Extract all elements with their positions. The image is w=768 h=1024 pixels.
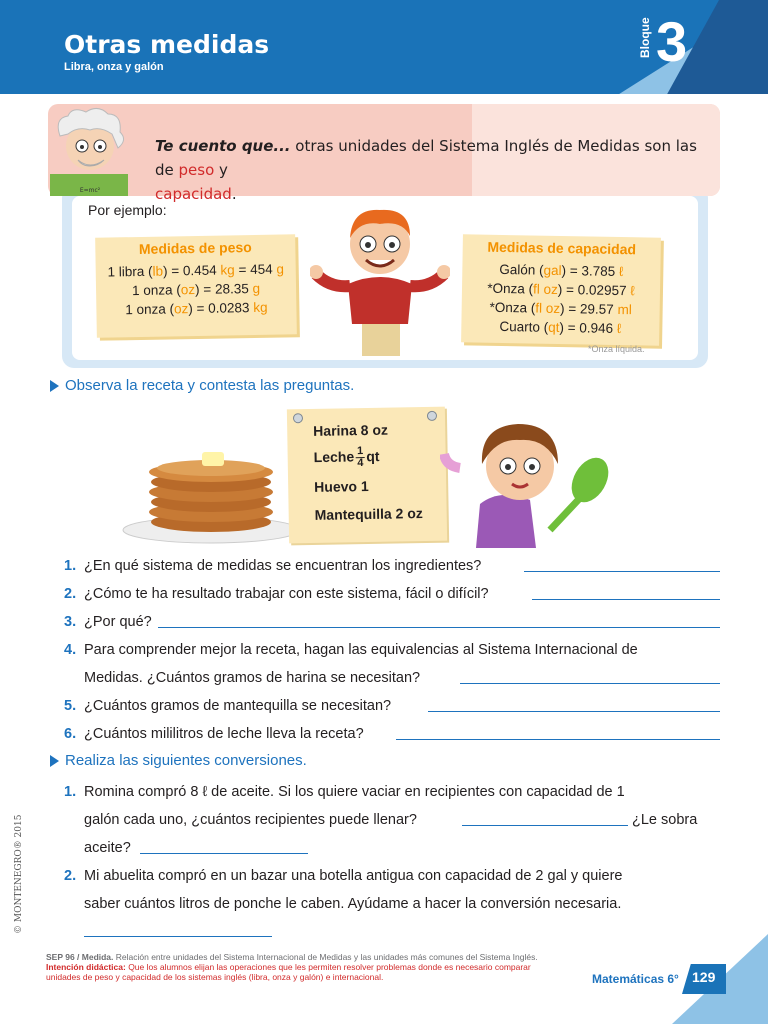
measure-text: ) = 0.02957 xyxy=(557,281,631,299)
unit-label: kg xyxy=(253,299,268,316)
book-label: Matemáticas 6° xyxy=(592,972,679,986)
capacidad-card-title: Medidas de capacidad xyxy=(487,238,637,258)
unit-label: fl oz xyxy=(535,300,561,316)
unit-label: gal xyxy=(543,262,562,279)
pancakes-illustration xyxy=(122,440,300,544)
measure-text: ) = 29.57 xyxy=(559,300,618,317)
capacidad-card-lines xyxy=(461,259,660,338)
answer-line-conv-1b[interactable] xyxy=(140,853,308,854)
answer-line-5[interactable] xyxy=(428,711,720,712)
question-text: ¿Cómo te ha resultado trabajar con este sistema, fácil o difícil? xyxy=(84,586,489,602)
intro-period: . xyxy=(231,185,237,203)
measure-text: 1 onza ( xyxy=(125,301,175,318)
question-1 xyxy=(64,552,724,580)
recipe-card xyxy=(287,407,447,544)
question-5 xyxy=(64,692,724,720)
sep-description: Relación entre unidades del Sistema Internacional de Medidas y las unidades más comunes del Sistema Inglés. xyxy=(113,952,538,962)
question-number: 5. xyxy=(64,698,77,714)
measure-text: ) = 3.785 xyxy=(561,263,620,280)
unit-label: kg xyxy=(220,262,235,278)
conversion-text-end: aceite? xyxy=(84,840,131,856)
professor-illustration xyxy=(50,104,128,196)
intro-lead: Te cuento que... xyxy=(155,137,291,155)
answer-line-1[interactable] xyxy=(524,571,720,572)
por-ejemplo-label: Por ejemplo: xyxy=(88,202,167,218)
screw-icon xyxy=(427,411,437,421)
question-text: ¿Cuántos mililitros de leche lleva la receta? xyxy=(84,726,364,742)
question-6 xyxy=(64,720,724,748)
unit-label: ℓ xyxy=(630,283,635,299)
conversion-2 xyxy=(64,862,724,918)
fraction-denominator: 4 xyxy=(357,457,364,470)
question-number: 3. xyxy=(64,614,77,630)
recipe-leche-label: Leche xyxy=(313,448,355,466)
unit-label: oz xyxy=(180,282,196,298)
page-title: Otras medidas xyxy=(64,30,270,59)
measure-text: ) = 0.946 xyxy=(559,319,618,336)
unit-label: fl oz xyxy=(532,281,558,297)
boy-illustration xyxy=(310,200,450,360)
question-text-continued: Medidas. ¿Cuántos gramos de harina se necesitan? xyxy=(84,670,421,686)
capacidad-card xyxy=(461,234,661,345)
onza-liquida-footnote: *Onza líquida. xyxy=(588,344,645,354)
page-number: 129 xyxy=(692,969,716,985)
section-heading-text: Realiza las siguientes conversiones. xyxy=(65,752,307,769)
teacher-note xyxy=(46,952,566,982)
answer-line-2[interactable] xyxy=(532,599,720,600)
section-heading-receta xyxy=(50,377,354,394)
unit-label: oz xyxy=(173,301,189,317)
measure-text: 1 onza ( xyxy=(131,282,181,299)
triangle-bullet-icon xyxy=(50,380,59,392)
intro-capacidad: capacidad xyxy=(155,185,232,203)
answer-line-conv-1a[interactable] xyxy=(462,825,628,826)
question-text: ¿Cuántos gramos de mantequilla se necesitan? xyxy=(84,698,392,714)
measure-text: Galón ( xyxy=(499,261,544,278)
intent-text: Que los alumnos elijan las operaciones que les permiten resolver problemas donde es necesario comparar unidades de peso y capacidad de los sistemas inglés (libra, onza y galón) e internacional. xyxy=(46,962,531,982)
answer-line-4[interactable] xyxy=(460,683,720,684)
peso-card-lines xyxy=(96,259,297,319)
question-text: ¿En qué sistema de medidas se encuentran los ingredientes? xyxy=(84,558,482,574)
conversion-number: 1. xyxy=(64,784,77,800)
bloque-number: 3 xyxy=(656,10,688,73)
capacidad-line xyxy=(462,297,660,319)
measure-text: ) = 0.454 xyxy=(162,262,221,279)
conversion-number: 2. xyxy=(64,868,77,884)
fraction-numerator: 1 xyxy=(356,445,364,458)
recipe-mantequilla: Mantequilla 2 oz xyxy=(314,505,423,523)
question-text: Para comprender mejor la receta, hagan las equivalencias al Sistema Internacional de xyxy=(84,642,638,658)
intent-label: Intención didáctica: xyxy=(46,962,126,972)
unit-label: ℓ xyxy=(616,320,622,337)
question-number: 2. xyxy=(64,586,77,602)
intro-text xyxy=(155,134,705,206)
bloque-label: Bloque xyxy=(638,17,652,58)
conversion-question-sobra: ¿Le sobra xyxy=(632,812,698,828)
recipe-leche-unit: qt xyxy=(366,447,380,465)
question-number: 6. xyxy=(64,726,77,742)
peso-line xyxy=(96,297,296,319)
measure-text: 1 libra ( xyxy=(107,263,153,280)
unit-label: qt xyxy=(548,319,560,335)
measure-text: = 454 xyxy=(234,261,277,278)
question-text: ¿Por qué? xyxy=(84,614,152,630)
answer-line-6[interactable] xyxy=(396,739,720,740)
recipe-leche xyxy=(314,446,380,470)
measure-text: Cuarto ( xyxy=(499,318,549,335)
page-subtitle: Libra, onza y galón xyxy=(64,61,164,73)
conversion-text: Mi abuelita compró en un bazar una botella antigua con capacidad de 2 gal y quiere xyxy=(84,868,623,884)
answer-line-conv-2[interactable] xyxy=(84,936,272,937)
measure-text: ) = 0.0283 xyxy=(188,300,254,317)
question-number: 1. xyxy=(64,558,77,574)
peso-card xyxy=(95,234,297,337)
intro-peso: peso xyxy=(178,161,215,179)
conversion-text: Romina compró 8 ℓ de aceite. Si los quiere vaciar en recipientes con capacidad de 1 xyxy=(84,784,625,800)
girl-illustration xyxy=(440,408,610,548)
triangle-bullet-icon xyxy=(50,755,59,767)
measure-text: *Onza ( xyxy=(489,299,536,316)
intro-body: otras unidades del Sistema Inglés de Medidas son las de xyxy=(155,137,697,179)
answer-line-3[interactable] xyxy=(158,627,720,628)
question-number: 4. xyxy=(64,642,77,658)
peso-card-title: Medidas de peso xyxy=(138,239,252,257)
measure-text: *Onza ( xyxy=(487,280,534,297)
unit-label: ml xyxy=(617,301,632,318)
section-heading-conversiones xyxy=(50,752,307,769)
conversion-text-continued: saber cuántos litros de ponche le caben. Ayúdame a hacer la conversión necesaria. xyxy=(84,896,622,912)
conversion-text-continued: galón cada uno, ¿cuántos recipientes puede llenar? xyxy=(84,812,417,828)
intro-and: y xyxy=(214,161,228,179)
copyright: © MONTENEGRO® 2015 xyxy=(14,814,24,934)
section-heading-text: Observa la receta y contesta las preguntas. xyxy=(65,377,355,394)
fraction xyxy=(356,446,365,469)
recipe-huevo: Huevo 1 xyxy=(314,477,369,495)
svg-text:E=mc²: E=mc² xyxy=(79,187,101,194)
measure-text: ) = 28.35 xyxy=(194,281,253,298)
peso-line xyxy=(96,259,296,281)
recipe-harina: Harina 8 oz xyxy=(313,421,389,439)
unit-label: lb xyxy=(152,263,164,279)
capacidad-line xyxy=(461,316,659,338)
unit-label: g xyxy=(252,280,261,297)
conversion-1 xyxy=(64,778,724,862)
question-3 xyxy=(64,608,724,636)
unit-label: g xyxy=(276,261,285,277)
sep-reference: SEP 96 / Medida. xyxy=(46,952,114,962)
screw-icon xyxy=(293,413,303,423)
unit-label: ℓ xyxy=(618,264,624,280)
question-2 xyxy=(64,580,724,608)
